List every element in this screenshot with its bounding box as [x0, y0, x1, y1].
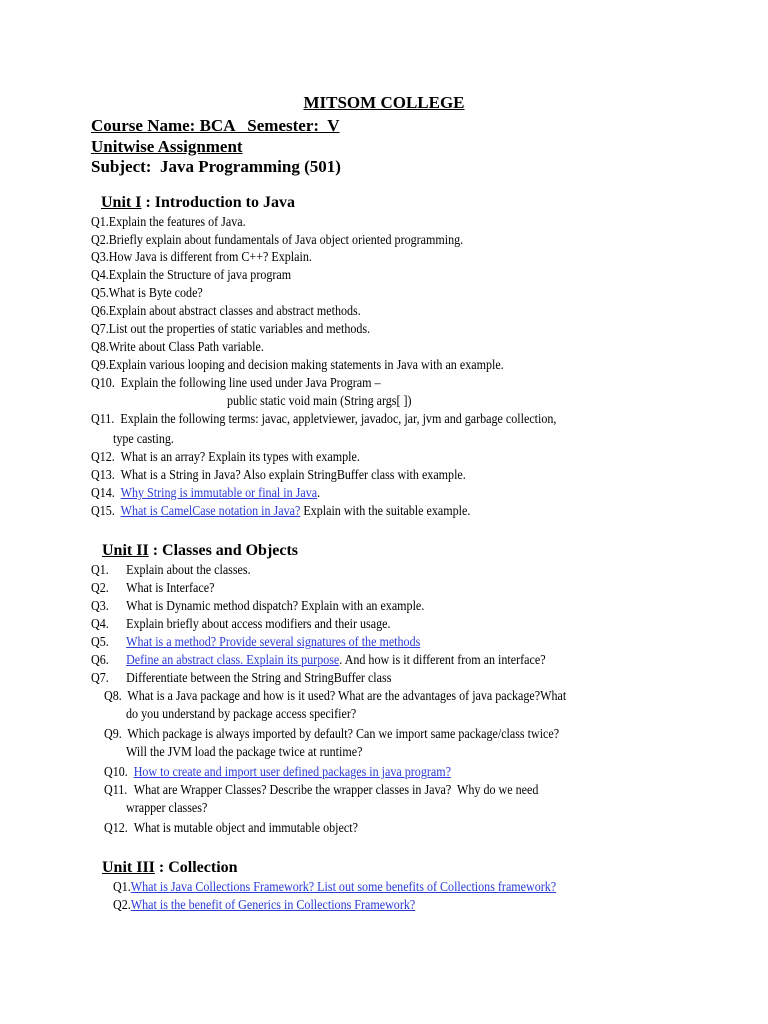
question-link[interactable]: What is CamelCase notation in Java?	[120, 503, 301, 518]
unit1-label: Unit I	[101, 194, 142, 211]
list-item: Q10. Explain the following line used under Java Program –	[91, 375, 381, 390]
list-item: Q4. Explain briefly about access modifiers and their usage.	[91, 616, 391, 631]
list-item: Q11. What are Wrapper Classes? Describe the wrapper classes in Java? Why do we need	[104, 782, 539, 797]
unit1-title: : Introduction to Java	[141, 194, 295, 211]
subject-line: Subject: Java Programming (501)	[91, 157, 341, 176]
list-item: Q14. Why String is immutable or final in Java.	[91, 485, 321, 500]
list-item: Q5.What is Byte code?	[91, 285, 203, 300]
question-link[interactable]: What is Java Collections Framework? List out some benefits of Collections framework?	[130, 879, 557, 894]
list-item: Q7.List out the properties of static variables and methods.	[91, 321, 371, 336]
list-item: Q8.Write about Class Path variable.	[91, 339, 264, 354]
list-item: wrapper classes?	[126, 800, 208, 815]
list-item: public static void main (String args[ ])	[227, 393, 412, 408]
list-item: Q5. What is a method? Provide several signatures of the methods	[91, 634, 421, 649]
college-title: MITSOM COLLEGE	[303, 93, 465, 112]
list-item: Q9.Explain various looping and decision making statements in Java with an example.	[91, 357, 504, 372]
list-item: Q12. What is an array? Explain its types with example.	[91, 449, 360, 464]
list-item: Q6.Explain about abstract classes and abstract methods.	[91, 303, 361, 318]
list-item: Q3.How Java is different from C++? Explain.	[91, 249, 312, 264]
assignment-heading: Unitwise Assignment	[91, 137, 243, 156]
list-item: Q10. How to create and import user defined packages in java program?	[104, 764, 451, 779]
list-item: Q3. What is Dynamic method dispatch? Explain with an example.	[91, 598, 425, 613]
list-item: Q1.Explain the features of Java.	[91, 214, 246, 229]
list-item: Q2. What is Interface?	[91, 580, 215, 595]
list-item: Q2.What is the benefit of Generics in Collections Framework?	[113, 897, 416, 912]
unit3-label: Unit III	[102, 859, 155, 876]
list-item: Will the JVM load the package twice at runtime?	[126, 744, 363, 759]
list-item: Q12. What is mutable object and immutable object?	[104, 820, 358, 835]
unit3-title: : Collection	[154, 859, 238, 876]
list-item: Q13. What is a String in Java? Also explain StringBuffer class with example.	[91, 467, 466, 482]
list-item: Q1. Explain about the classes.	[91, 562, 251, 577]
list-item: do you understand by package access specifier?	[126, 706, 357, 721]
question-link[interactable]: Why String is immutable or final in Java	[120, 485, 318, 500]
list-item: Q8. What is a Java package and how is it used? What are the advantages of java package?What	[104, 688, 567, 703]
unit2-label: Unit II	[102, 542, 149, 559]
question-link[interactable]: What is a method? Provide several signatures of the methods	[126, 634, 421, 649]
question-link[interactable]: How to create and import user defined packages in java program?	[133, 764, 451, 779]
question-link[interactable]: What is the benefit of Generics in Collections Framework?	[130, 897, 416, 912]
unit2-heading	[102, 542, 298, 560]
course-line: Course Name: BCA Semester: V	[91, 116, 340, 135]
list-item: Q11. Explain the following terms: javac, appletviewer, javadoc, jar, jvm and garbage collection,	[91, 411, 557, 426]
list-item: Q4.Explain the Structure of java program	[91, 267, 292, 282]
unit1-heading	[101, 194, 295, 212]
list-item: Q1.What is Java Collections Framework? List out some benefits of Collections framework?	[113, 879, 557, 894]
question-link[interactable]: Define an abstract class. Explain its purpose	[126, 652, 340, 667]
unit2-title: : Classes and Objects	[148, 542, 299, 559]
unit3-heading	[102, 859, 238, 877]
list-item: Q15. What is CamelCase notation in Java? Explain with the suitable example.	[91, 503, 471, 518]
list-item: type casting.	[113, 431, 174, 446]
list-item: Q9. Which package is always imported by default? Can we import same package/class twice?	[104, 726, 560, 741]
list-item: Q2.Briefly explain about fundamentals of Java object oriented programming.	[91, 232, 464, 247]
list-item: Q6. Define an abstract class. Explain its purpose. And how is it different from an interface?	[91, 652, 546, 667]
list-item: Q7. Differentiate between the String and StringBuffer class	[91, 670, 392, 685]
